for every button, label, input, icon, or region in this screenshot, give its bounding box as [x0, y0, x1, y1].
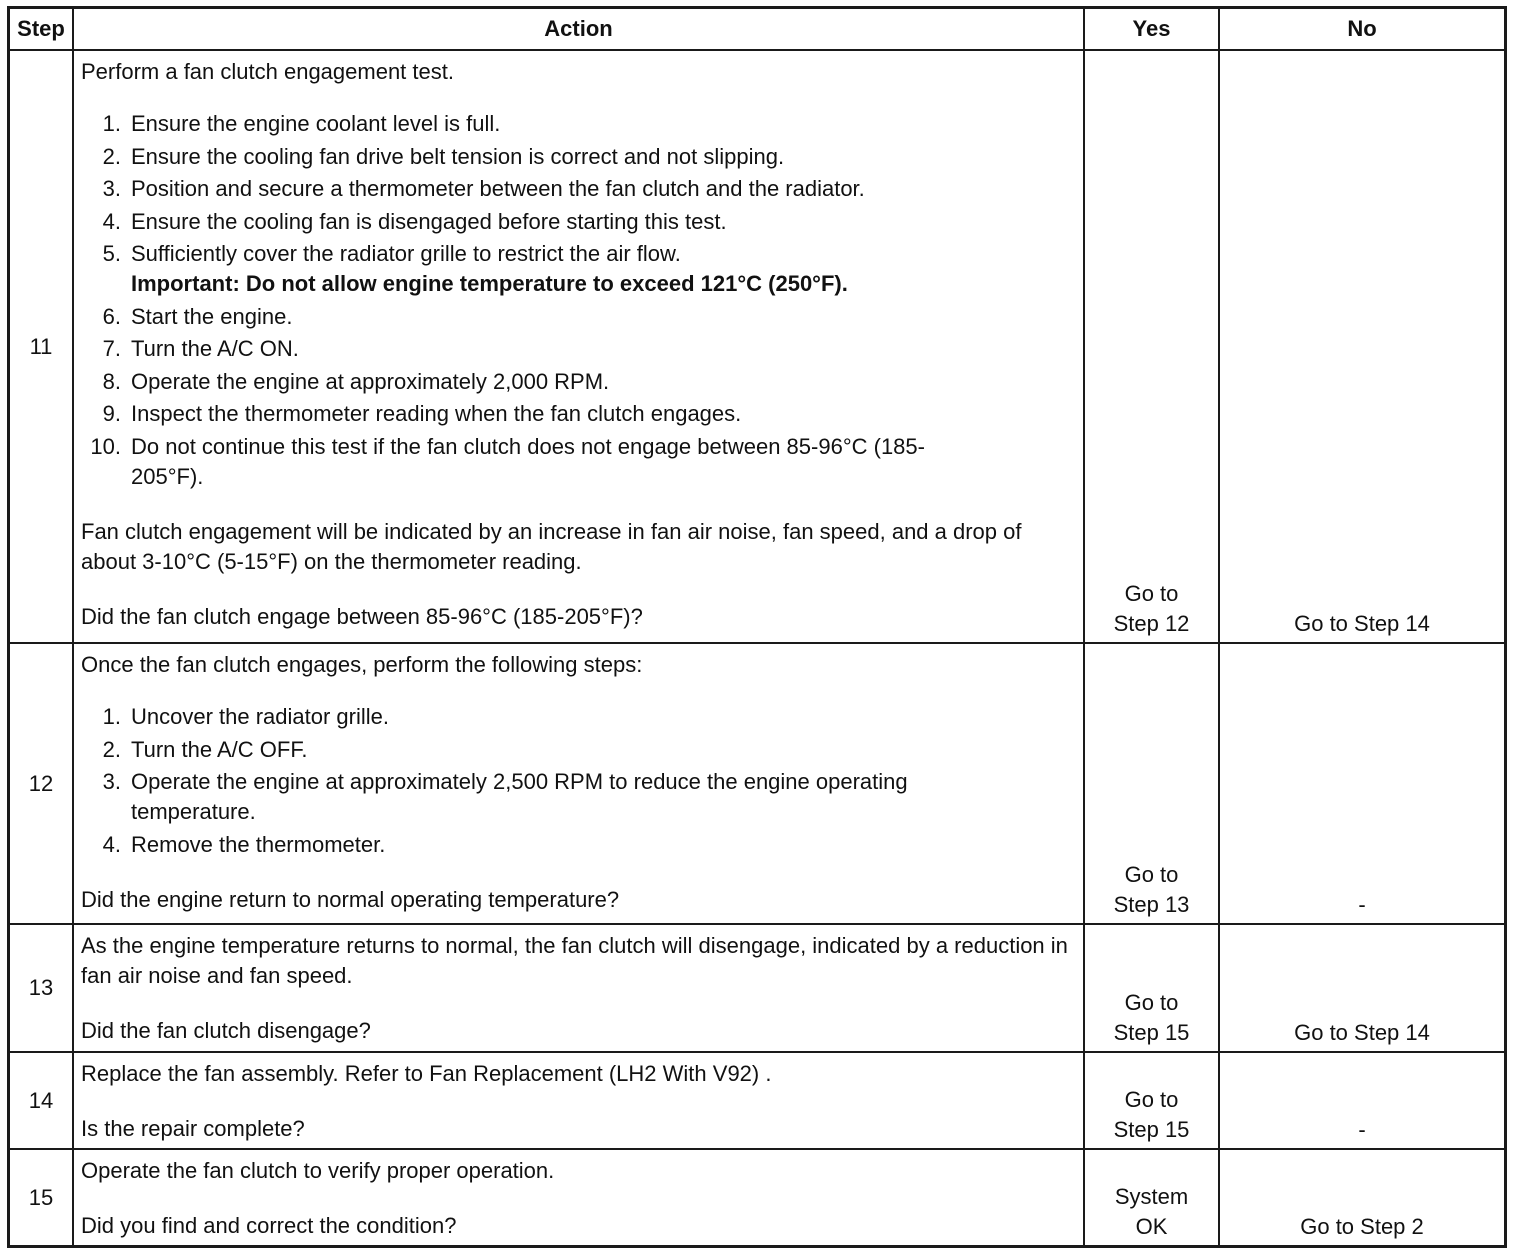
procedure-list — [81, 109, 1075, 492]
header-yes: Yes — [1084, 8, 1219, 51]
list-item: 2. Ensure the cooling fan drive belt tension is correct and not slipping. — [102, 143, 785, 169]
list-item: 4. Ensure the cooling fan is disengaged before starting this test. — [102, 208, 727, 234]
table-row-step-15 — [9, 1149, 1506, 1247]
no-cell: Go to Step 14 — [1219, 50, 1506, 643]
yes-line-1: System — [1114, 1184, 1189, 1209]
header-action: Action — [73, 8, 1084, 51]
yes-cell — [1084, 924, 1219, 1052]
action-intro: Operate the fan clutch to verify proper operation. — [81, 1158, 555, 1183]
step-number: 12 — [9, 643, 74, 924]
list-item: 9. Inspect the thermometer reading when the fan clutch engages. — [102, 401, 742, 426]
yes-line-2: Step 15 — [1113, 1020, 1190, 1045]
step-number: 13 — [9, 924, 74, 1052]
header-no: No — [1219, 8, 1506, 51]
list-item: 5. Sufficiently cover the radiator grille to restrict the air flow. Important: Do not allow engine temperature to exceed 121°C (250°F). — [102, 241, 848, 296]
table-row-step-13 — [9, 924, 1506, 1052]
no-cell: Go to Step 14 — [1219, 924, 1506, 1052]
step-number: 11 — [9, 50, 74, 643]
list-item: 7. Turn the A/C ON. — [102, 336, 299, 361]
action-question: Did the engine return to normal operating temperature? — [81, 886, 620, 912]
table-row-step-14 — [9, 1052, 1506, 1149]
list-item: 6. Start the engine. — [102, 303, 293, 329]
yes-line-2: OK — [1135, 1214, 1168, 1239]
yes-line-1: Go to — [1124, 1087, 1179, 1112]
list-item: 10. Do not continue this test if the fan clutch does not engage between 85-96°C (185-205°F). — [90, 433, 925, 489]
list-item: 1. Ensure the engine coolant level is full. — [102, 111, 501, 136]
yes-line-2: Step 12 — [1113, 611, 1190, 636]
action-cell — [73, 1149, 1084, 1247]
no-cell: - — [1219, 1052, 1506, 1149]
action-note: Fan clutch engagement will be indicated by an increase in fan air noise, fan speed, and a drop of about 3-10°C (5-15°F) on the thermometer reading. — [81, 518, 1022, 574]
yes-cell — [1084, 50, 1219, 643]
yes-line-2: Step 15 — [1113, 1117, 1190, 1142]
yes-line-1: Go to — [1124, 862, 1179, 887]
step-number: 14 — [9, 1052, 74, 1149]
yes-cell — [1084, 1149, 1219, 1247]
list-item-text: Sufficiently cover the radiator grille to restrict the air flow. — [131, 241, 681, 266]
header-row — [9, 8, 1506, 51]
action-intro: Perform a fan clutch engagement test. — [81, 59, 454, 84]
yes-line-1: Go to — [1124, 990, 1179, 1015]
diagnostic-table — [7, 6, 1507, 1248]
action-intro: Replace the fan assembly. Refer to Fan Replacement (LH2 With V92) . — [81, 1061, 772, 1086]
action-intro: Once the fan clutch engages, perform the following steps: — [81, 652, 643, 677]
list-item: 1. Uncover the radiator grille. — [102, 704, 390, 729]
action-cell — [73, 643, 1084, 924]
procedure-list — [81, 702, 1075, 860]
no-cell: Go to Step 2 — [1219, 1149, 1506, 1247]
action-question: Did the fan clutch engage between 85-96°C (185-205°F)? — [81, 603, 643, 629]
action-cell — [73, 50, 1084, 643]
important-note: Important: Do not allow engine temperature to exceed 121°C (250°F). — [131, 271, 848, 296]
yes-cell — [1084, 643, 1219, 924]
action-intro: As the engine temperature returns to normal, the fan clutch will disengage, indicated by a reduction in fan air noise and fan speed. — [81, 933, 1068, 988]
list-item: 3. Position and secure a thermometer between the fan clutch and the radiator. — [102, 176, 865, 201]
action-question: Is the repair complete? — [81, 1116, 305, 1141]
header-step: Step — [9, 8, 74, 51]
table-row-step-12 — [9, 643, 1506, 924]
step-number: 15 — [9, 1149, 74, 1247]
list-item: 3. Operate the engine at approximately 2,500 RPM to reduce the engine operating temperature. — [102, 769, 908, 824]
action-cell — [73, 1052, 1084, 1149]
list-item: 8. Operate the engine at approximately 2,000 RPM. — [102, 368, 610, 394]
yes-line-2: Step 13 — [1113, 892, 1190, 917]
table-row-step-11 — [9, 50, 1506, 643]
yes-line-1: Go to — [1124, 581, 1179, 606]
list-item: 2. Turn the A/C OFF. — [102, 736, 308, 762]
yes-cell — [1084, 1052, 1219, 1149]
action-question: Did you find and correct the condition? — [81, 1213, 457, 1238]
no-cell: - — [1219, 643, 1506, 924]
action-question: Did the fan clutch disengage? — [81, 1018, 371, 1043]
action-cell — [73, 924, 1084, 1052]
list-item: 4. Remove the thermometer. — [102, 831, 386, 857]
